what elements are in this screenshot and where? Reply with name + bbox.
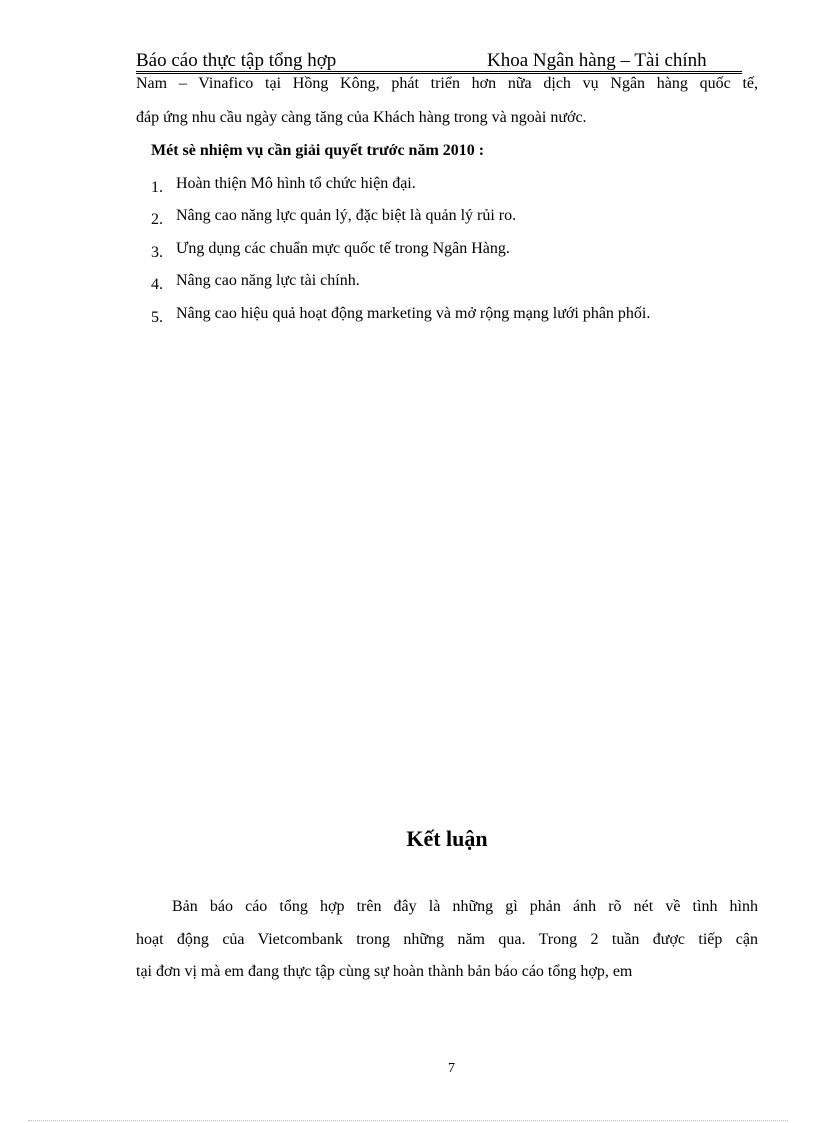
task-text: Hoàn thiện Mô hình tổ chức hiện đại.: [176, 175, 416, 192]
intro-line-1: Nam – Vinafico tại Hồng Kông, phát triển hơn nữa dịch vụ Ngân hàng quốc tế,: [136, 75, 758, 92]
task-text: Nâng cao hiệu quả hoạt động marketing và mở rộng mạng lưới phân phối.: [176, 305, 651, 322]
task-text: Nâng cao năng lực tài chính.: [176, 272, 360, 289]
page-number: 7: [448, 1061, 455, 1076]
conclusion-line-1: Bản báo cáo tổng hợp trên đây là những gì phản ánh rõ nét về tình hình: [172, 898, 758, 915]
task-text: Ưng dụng các chuẩn mực quốc tế trong Ngân Hàng.: [176, 240, 510, 257]
page-header: [136, 50, 742, 74]
task-number: 5.: [151, 309, 163, 326]
page-edge-divider: [28, 1120, 788, 1121]
tasks-heading: Mét sè nhiệm vụ cần giải quyết trước năm 2010 :: [151, 142, 485, 159]
conclusion-title: Kết luận: [406, 826, 488, 851]
header-report-title: Báo cáo thực tập tổng hợp: [136, 50, 337, 71]
header-faculty: Khoa Ngân hàng – Tài chính: [487, 50, 707, 71]
conclusion-line-3: tại đơn vị mà em đang thực tập cùng sự hoàn thành bản báo cáo tổng hợp, em: [136, 963, 633, 980]
task-number: 1.: [151, 179, 163, 196]
task-text: Nâng cao năng lực quản lý, đặc biệt là quản lý rủi ro.: [176, 207, 517, 224]
conclusion-line-2: hoạt động của Vietcombank trong những năm qua. Trong 2 tuần được tiếp cận: [136, 931, 758, 948]
task-number: 2.: [151, 211, 163, 228]
intro-line-2: đáp ứng nhu cầu ngày càng tăng của Khách hàng trong và ngoài nước.: [136, 109, 587, 126]
task-number: 4.: [151, 276, 163, 293]
header-rule: [136, 71, 742, 72]
task-number: 3.: [151, 244, 163, 261]
